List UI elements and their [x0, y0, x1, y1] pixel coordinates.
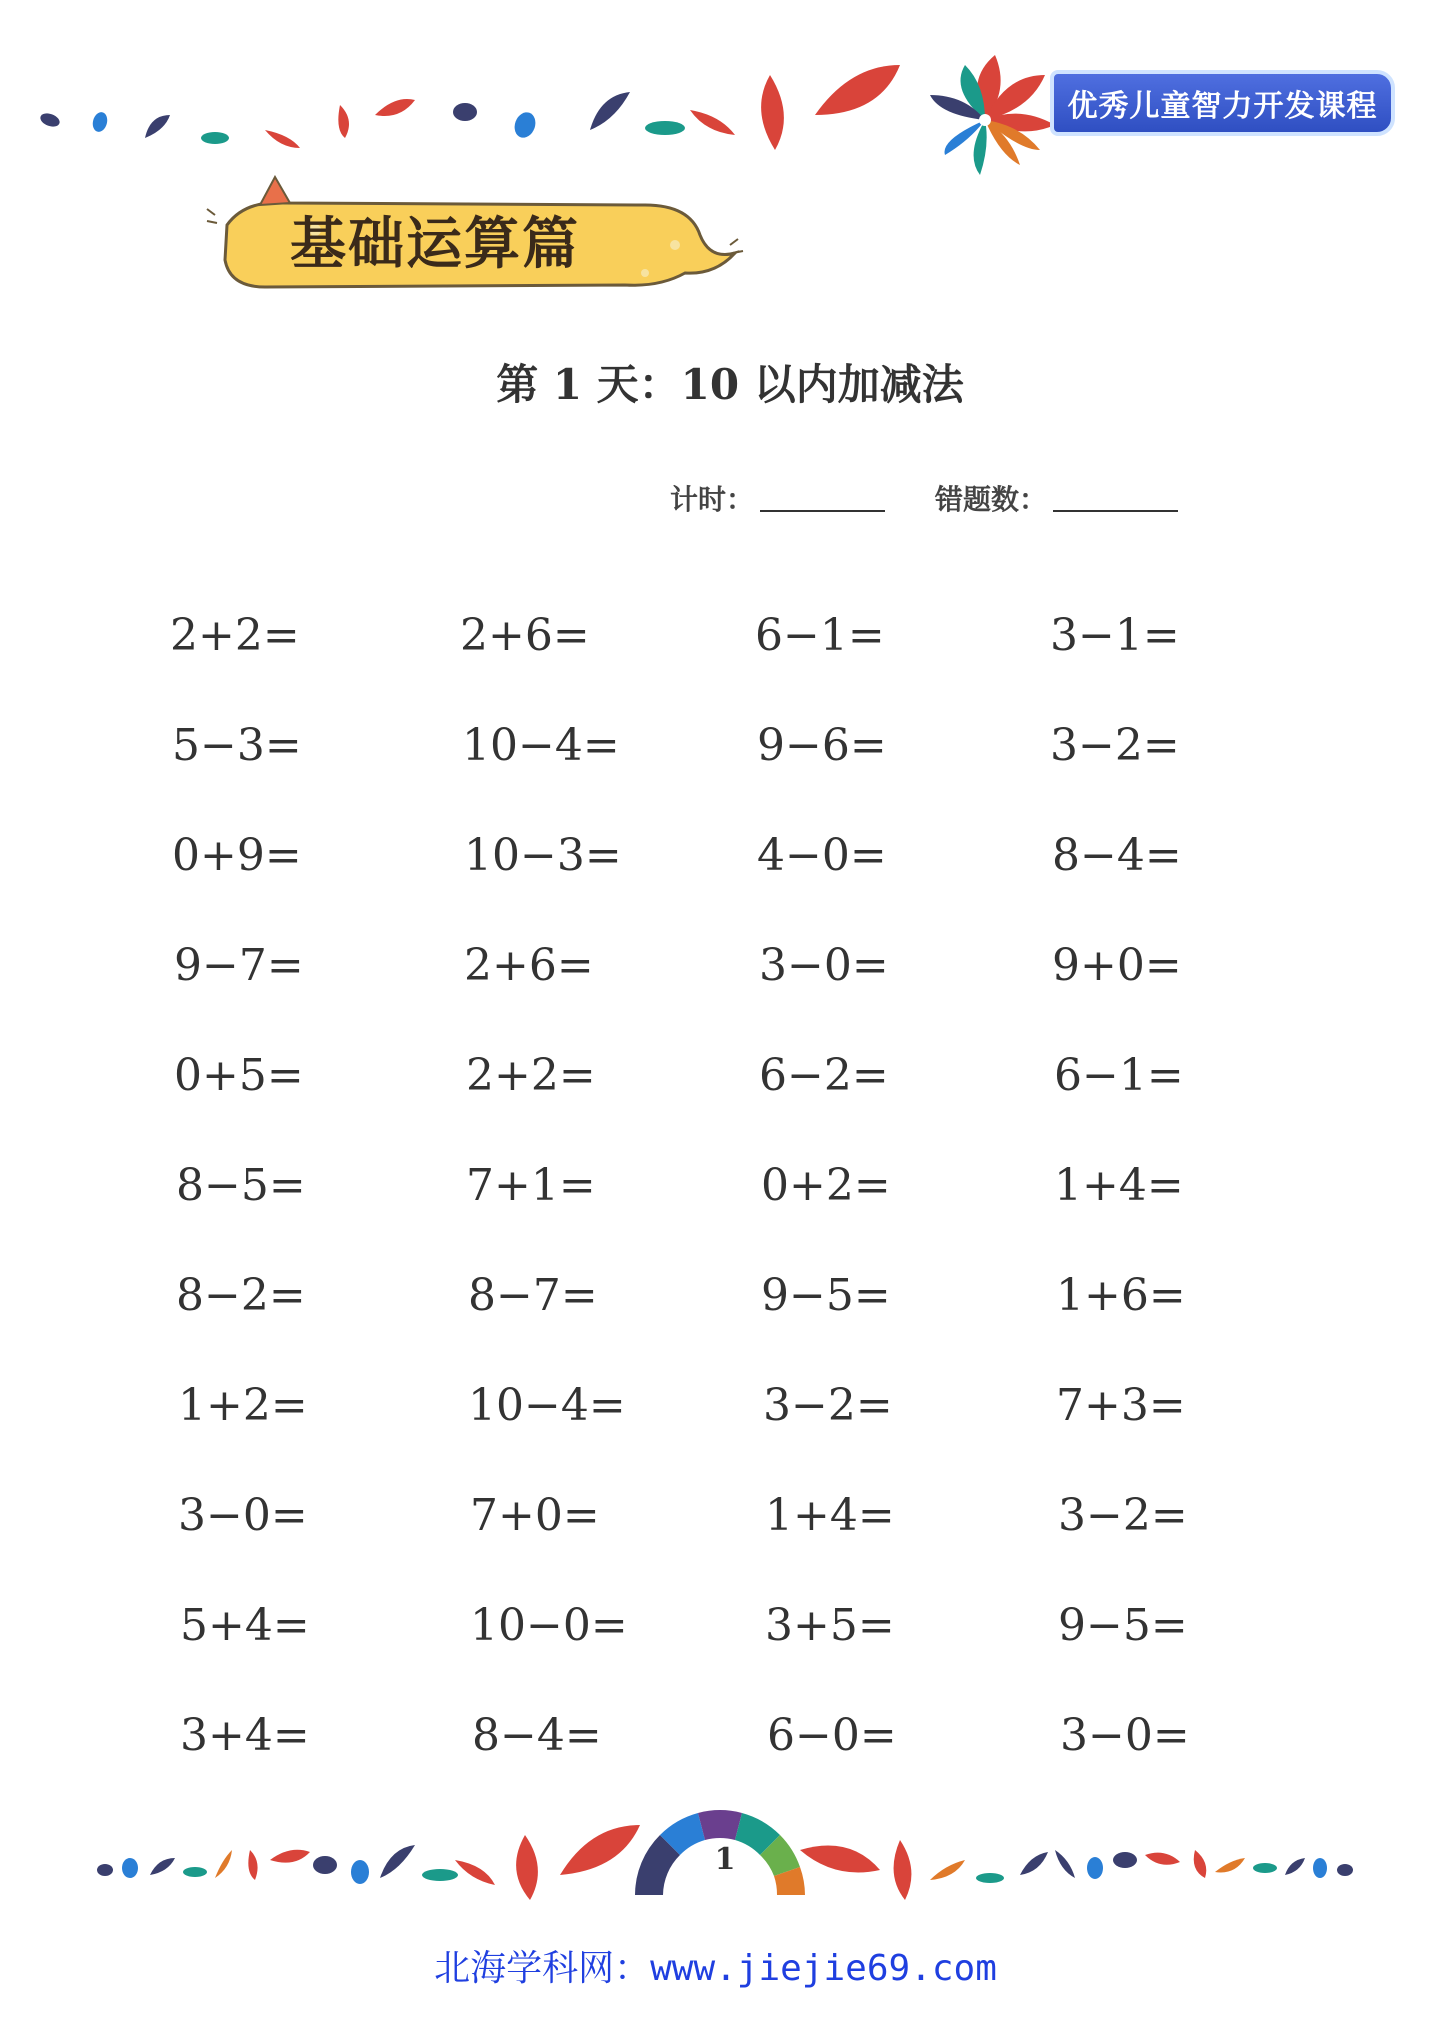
exercise-item[interactable]: 5+4= — [180, 1600, 310, 1651]
exercise-item[interactable]: 6−2= — [759, 1050, 889, 1101]
exercise-item[interactable]: 1+4= — [1054, 1160, 1184, 1211]
exercise-item[interactable]: 9−5= — [761, 1270, 891, 1321]
exercise-item[interactable]: 2+2= — [466, 1050, 596, 1101]
exercise-item[interactable]: 3+5= — [765, 1600, 895, 1651]
exercise-row — [170, 1050, 1270, 1110]
exercise-item[interactable]: 3−0= — [759, 940, 889, 991]
exercise-item[interactable]: 0+2= — [761, 1160, 891, 1211]
exercise-item[interactable]: 9−5= — [1058, 1600, 1188, 1651]
exercise-item[interactable]: 1+2= — [178, 1380, 308, 1431]
day-title: 第 1 天：10 以内加减法 — [496, 360, 964, 409]
exercise-item[interactable]: 3+4= — [180, 1710, 310, 1761]
exercise-row — [170, 1270, 1270, 1330]
exercise-item[interactable]: 3−0= — [1060, 1710, 1190, 1761]
exercise-item[interactable]: 6−0= — [767, 1710, 897, 1761]
course-badge: 优秀儿童智力开发课程 — [1050, 70, 1395, 136]
exercise-item[interactable]: 10−3= — [464, 830, 622, 881]
errors-label: 错题数： — [935, 483, 1048, 516]
exercise-item[interactable]: 3−1= — [1050, 610, 1180, 661]
exercise-item[interactable]: 4−0= — [757, 830, 887, 881]
exercise-item[interactable]: 8−2= — [176, 1270, 306, 1321]
footer-watermark[interactable]: 北海学科网：www.jiejie69.com — [434, 1948, 997, 1989]
exercise-row — [170, 1490, 1270, 1550]
exercise-item[interactable]: 5−3= — [172, 720, 302, 771]
exercise-item[interactable]: 9−7= — [174, 940, 304, 991]
exercise-item[interactable]: 8−5= — [176, 1160, 306, 1211]
exercise-item[interactable]: 0+5= — [174, 1050, 304, 1101]
exercise-item[interactable]: 10−4= — [462, 720, 620, 771]
exercise-item[interactable]: 10−4= — [468, 1380, 626, 1431]
exercise-item[interactable]: 10−0= — [470, 1600, 628, 1651]
exercise-item[interactable]: 3−2= — [1050, 720, 1180, 771]
exercise-item[interactable]: 1+6= — [1056, 1270, 1186, 1321]
exercise-row — [170, 720, 1270, 780]
exercise-item[interactable]: 7+0= — [470, 1490, 600, 1541]
exercise-row — [170, 1380, 1270, 1440]
timer-blank[interactable] — [760, 509, 885, 512]
exercise-item[interactable]: 2+2= — [170, 610, 300, 661]
exercise-item[interactable]: 2+6= — [464, 940, 594, 991]
errors-blank[interactable] — [1053, 509, 1178, 512]
exercise-item[interactable]: 6−1= — [755, 610, 885, 661]
exercise-row — [170, 1600, 1270, 1660]
exercise-item[interactable]: 2+6= — [460, 610, 590, 661]
section-title: 基础运算篇 — [290, 212, 580, 277]
exercise-item[interactable]: 9+0= — [1052, 940, 1182, 991]
exercise-item[interactable]: 6−1= — [1054, 1050, 1184, 1101]
exercise-item[interactable]: 3−0= — [178, 1490, 308, 1541]
exercise-row — [170, 1160, 1270, 1220]
exercise-row — [170, 610, 1270, 670]
exercise-item[interactable]: 7+3= — [1056, 1380, 1186, 1431]
exercise-item[interactable]: 8−4= — [472, 1710, 602, 1761]
exercise-row — [170, 830, 1270, 890]
exercise-item[interactable]: 3−2= — [763, 1380, 893, 1431]
exercise-item[interactable]: 1+4= — [765, 1490, 895, 1541]
exercise-item[interactable]: 8−4= — [1052, 830, 1182, 881]
exercise-item[interactable]: 9−6= — [757, 720, 887, 771]
exercise-item[interactable]: 8−7= — [468, 1270, 598, 1321]
exercise-item[interactable]: 7+1= — [466, 1160, 596, 1211]
exercise-item[interactable]: 0+9= — [172, 830, 302, 881]
exercise-item[interactable]: 3−2= — [1058, 1490, 1188, 1541]
page-number: 1 — [714, 1842, 736, 1877]
exercise-row — [170, 940, 1270, 1000]
meta-row — [670, 478, 1178, 518]
timer-label: 计时： — [670, 483, 755, 516]
exercise-row — [170, 1710, 1270, 1770]
